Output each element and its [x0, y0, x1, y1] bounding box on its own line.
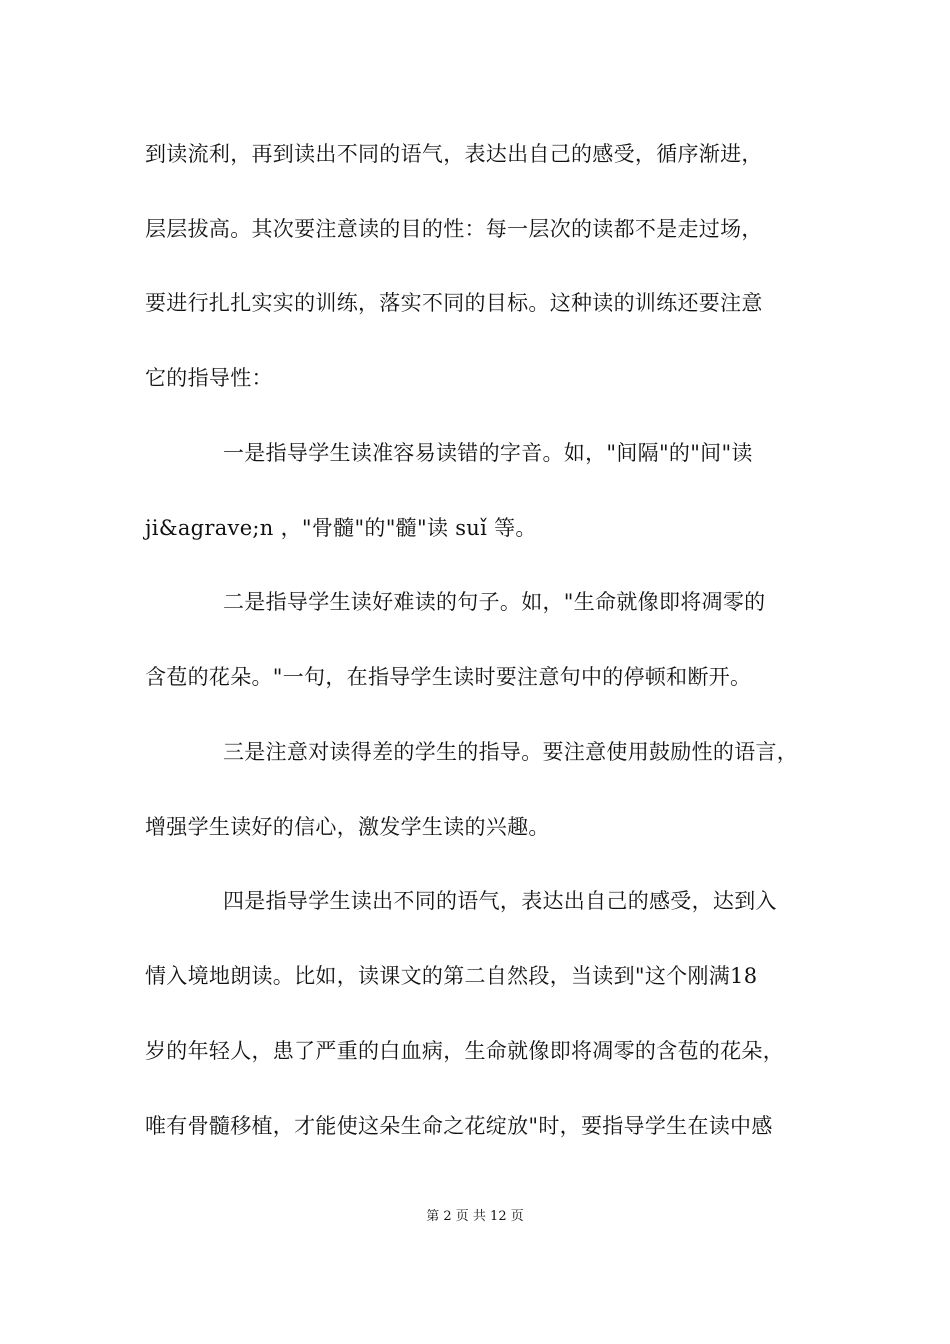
body-text-line: 唯有骨髓移植，才能使这朵生命之花绽放"时，要指导学生在读中感: [145, 1114, 773, 1138]
body-text-line: 到读流利，再到读出不同的语气，表达出自己的感受，循序渐进，: [145, 142, 763, 166]
body-text-line: 要进行扎扎实实的训练，落实不同的目标。这种读的训练还要注意: [145, 291, 763, 315]
body-text-line: 层层拔高。其次要注意读的目的性：每一层次的读都不是走过场，: [145, 217, 763, 241]
body-text-line: 增强学生读好的信心，激发学生读的兴趣。: [145, 815, 550, 839]
body-text-line: ji&agrave;n ，"骨髓"的"髓"读 suǐ 等。: [145, 516, 537, 540]
body-text-line: 岁的年轻人，患了严重的白血病，生命就像即将凋零的含苞的花朵，: [145, 1039, 784, 1063]
body-text-line: 它的指导性：: [145, 366, 273, 390]
paragraph-first-line: 二是指导学生读好难读的句子。如，"生命就像即将凋零的: [223, 590, 766, 614]
body-text-line: 含苞的花朵。"一句，在指导学生读时要注意句中的停顿和断开。: [145, 665, 752, 689]
paragraph-first-line: 一是指导学生读准容易读错的字音。如，"间隔"的"间"读: [223, 441, 753, 465]
paragraph-first-line: 四是指导学生读出不同的语气，表达出自己的感受，达到入: [223, 889, 777, 913]
body-text-line: 情入境地朗读。比如，读课文的第二自然段，当读到"这个刚满18: [145, 964, 758, 988]
paragraph-first-line: 三是注意对读得差的学生的指导。要注意使用鼓励性的语言，: [223, 740, 799, 764]
page-number-footer: 第 2 页 共 12 页: [426, 1209, 524, 1224]
